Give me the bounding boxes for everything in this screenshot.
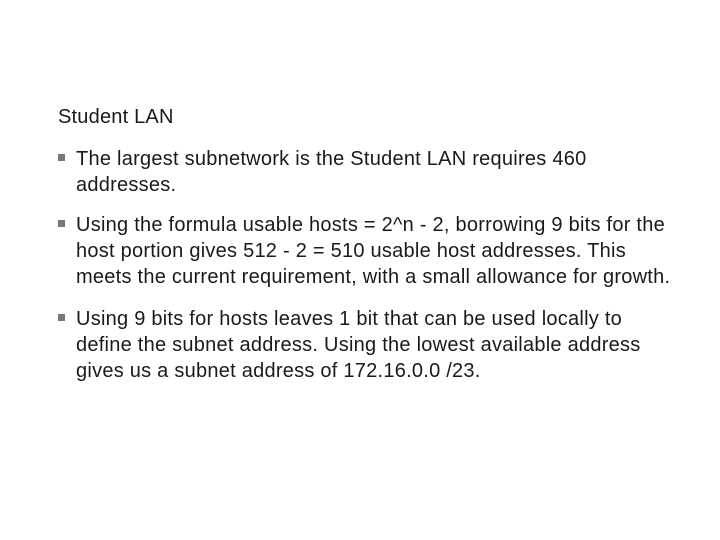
square-bullet-icon: [58, 154, 65, 161]
bullet-item: [58, 212, 678, 290]
bullet-text: The largest subnetwork is the Student LAN requires 460 addresses.: [76, 148, 587, 196]
slide-title: Student LAN: [58, 106, 174, 128]
bullet-item: [58, 146, 678, 198]
bullet-text: Using 9 bits for hosts leaves 1 bit that can be used locally to define the subnet address. Using the lowest available address gives us a subnet address of 172.16.0.0 /23.: [76, 308, 641, 382]
bullet-item: [58, 306, 678, 384]
square-bullet-icon: [58, 314, 65, 321]
bullet-text: Using the formula usable hosts = 2^n - 2, borrowing 9 bits for the host portion gives 512 - 2 = 510 usable host addresses. This meets the current requirement, with a small allowance for growth.: [76, 214, 671, 288]
square-bullet-icon: [58, 220, 65, 227]
bullet-list: [58, 146, 678, 396]
